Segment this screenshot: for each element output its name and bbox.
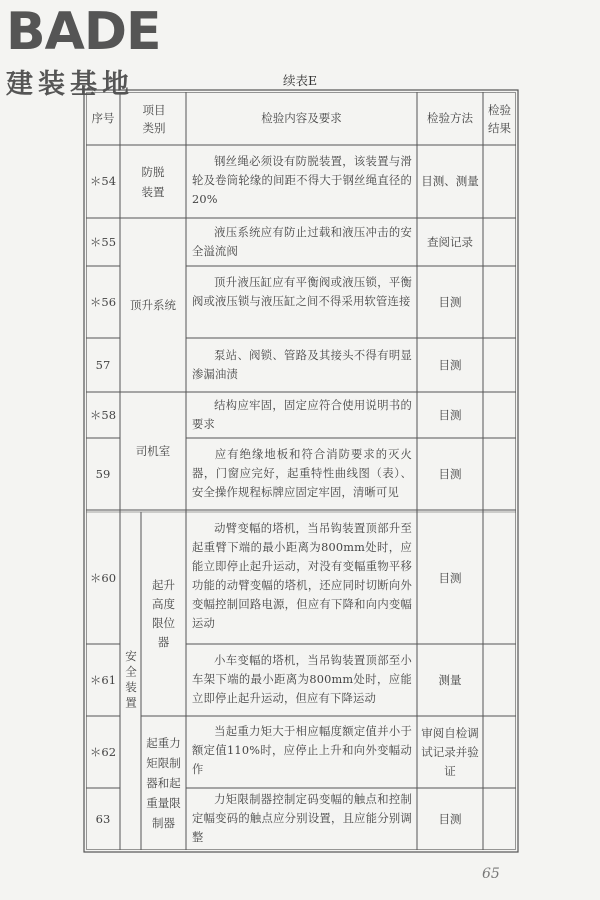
row-method: 目测 bbox=[438, 294, 462, 309]
row-method: 目测 bbox=[438, 466, 462, 481]
row-no: ＊61 bbox=[89, 672, 117, 687]
header-no: 序号 bbox=[91, 111, 115, 125]
row-content: 结构应牢固，固定应符合使用说明书的要求 bbox=[192, 399, 412, 431]
row-method: 查阅记录 bbox=[427, 234, 473, 249]
row-method: 目测 bbox=[438, 811, 462, 826]
table-caption: 续表E bbox=[282, 73, 318, 88]
row-content: 应有绝缘地板和符合消防要求的灭火器，门窗应完好，起重特性曲线图（表）、安全操作规程标牌应固定牢固，清晰可见 bbox=[192, 448, 412, 499]
row-no: ＊60 bbox=[89, 570, 117, 585]
category-moment-limiter: 起重力矩限制器和起重量限制器 bbox=[146, 736, 181, 830]
row-content: 力矩限制器控制定码变幅的触点和控制定幅变码的触点应分别设置，且应能分别调整 bbox=[192, 793, 412, 844]
row-method: 目测、测量 bbox=[421, 174, 479, 188]
row-no: 63 bbox=[95, 811, 111, 826]
row-method: 目测 bbox=[438, 570, 462, 585]
header-content: 检验内容及要求 bbox=[261, 111, 342, 125]
header-method: 检验方法 bbox=[427, 111, 473, 125]
logo-wordmark: BADE bbox=[6, 2, 161, 62]
category-jacking: 顶升系统 bbox=[130, 297, 176, 312]
row-result bbox=[483, 266, 516, 338]
page-number: 65 bbox=[482, 866, 500, 882]
row-method: 审阅自检调试记录并验证 bbox=[421, 725, 479, 778]
row-result bbox=[483, 145, 516, 218]
row-result bbox=[483, 392, 516, 438]
row-no: ＊56 bbox=[89, 294, 117, 309]
row-no: 57 bbox=[95, 357, 111, 372]
row-no: ＊54 bbox=[89, 174, 117, 188]
row-result bbox=[483, 512, 516, 644]
row-content: 顶升液压缸应有平衡阀或液压锁，平衡阀或液压锁与液压缸之间不得采用软管连接 bbox=[192, 276, 412, 308]
row-result bbox=[483, 438, 516, 510]
row-result bbox=[483, 644, 516, 716]
row-content: 钢丝绳必须设有防脱装置，该装置与滑轮及卷筒轮缘的间距不得大于钢丝绳直径的20% bbox=[192, 155, 412, 206]
row-result bbox=[483, 218, 516, 266]
row-method: 测量 bbox=[438, 672, 462, 687]
logo-subtitle: 建装基地 bbox=[6, 69, 134, 100]
row-result bbox=[483, 338, 516, 392]
header-result: 检验结果 bbox=[488, 102, 511, 135]
row-method: 目测 bbox=[438, 407, 462, 422]
category-antifall: 防脱装置 bbox=[141, 164, 165, 199]
row-result bbox=[483, 788, 516, 850]
category-safety: 安全装置 bbox=[124, 650, 138, 712]
row-content: 液压系统应有防止过载和液压冲击的安全溢流阀 bbox=[192, 226, 412, 258]
header-category: 项目类别 bbox=[142, 102, 166, 135]
row-no: 59 bbox=[95, 466, 111, 481]
row-no: ＊58 bbox=[89, 407, 117, 422]
row-content: 小车变幅的塔机，当吊钩装置顶部至小车架下端的最小距离为800mm处时，应能立即停止起升运动，但应有下降运动 bbox=[192, 654, 412, 705]
row-no: ＊55 bbox=[89, 234, 117, 249]
row-no: ＊62 bbox=[89, 744, 117, 759]
row-method: 目测 bbox=[438, 357, 462, 372]
row-content: 动臂变幅的塔机，当吊钩装置顶部升至起重臂下端的最小距离为800mm处时，应能立即停止起升运动，对没有变幅重物平移功能的动臂变幅的塔机，还应同时切断向外变幅控制回路电源，但应有下降和向内变幅运动 bbox=[192, 522, 412, 630]
row-content: 当起重力矩大于相应幅度额定值并小于额定值110%时，应停止上升和向外变幅动作 bbox=[192, 725, 412, 776]
row-content: 泵站、阀锁、管路及其接头不得有明显渗漏油渍 bbox=[192, 349, 412, 381]
row-result bbox=[483, 716, 516, 788]
category-cab: 司机室 bbox=[135, 443, 171, 458]
category-height-limiter: 起升高度限位器 bbox=[152, 578, 175, 649]
